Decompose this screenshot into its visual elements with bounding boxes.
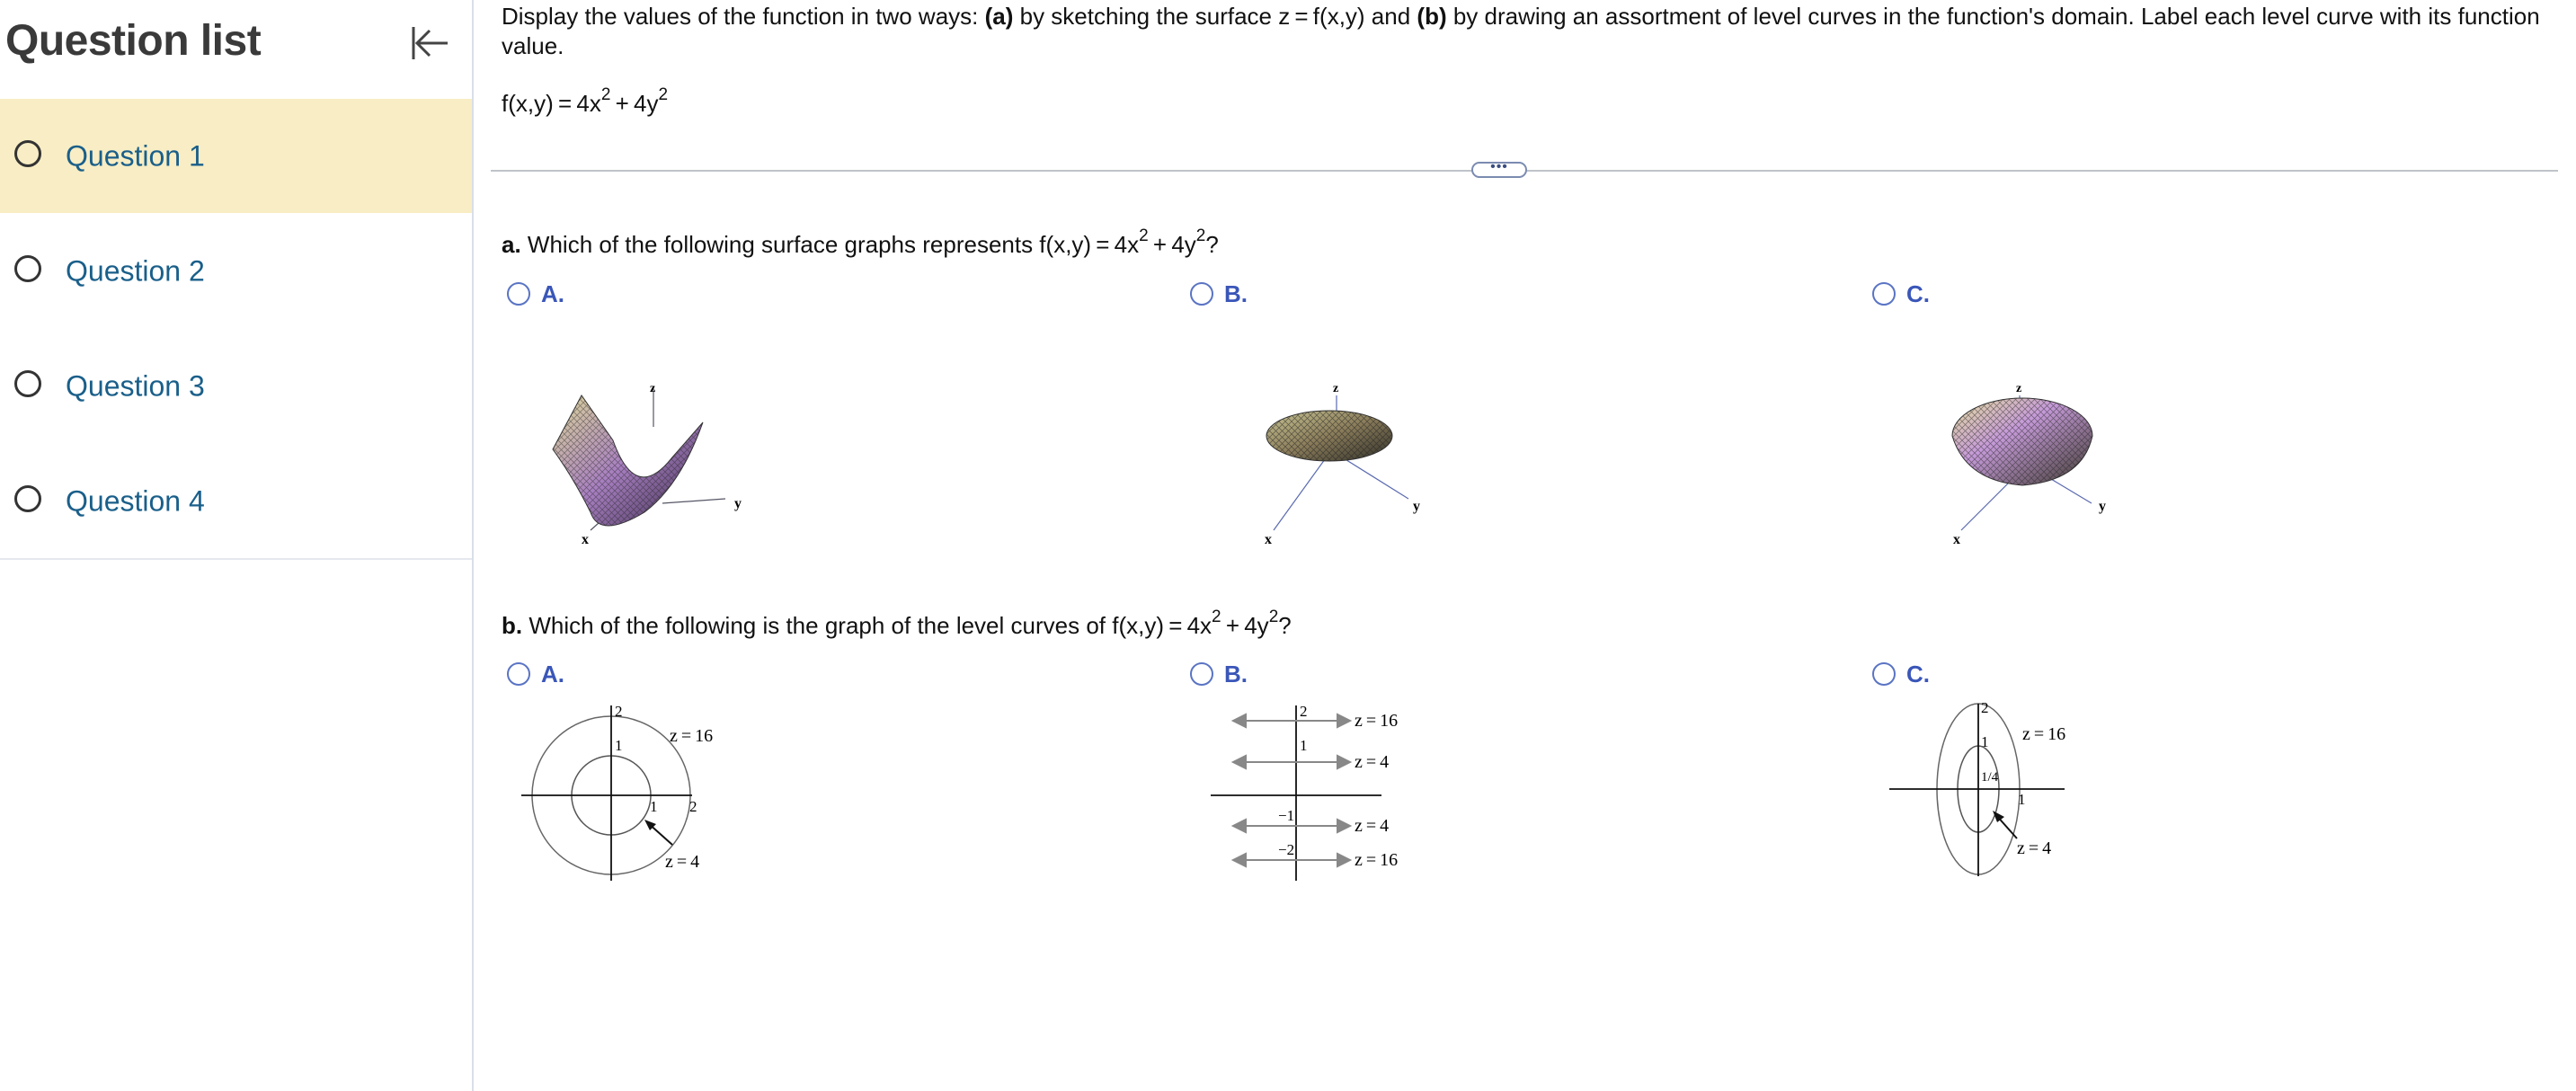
curve-label: z = 16 <box>1355 711 1399 731</box>
question-label: Question 1 <box>66 139 205 172</box>
curve-label-outer: z = 16 <box>2022 724 2066 744</box>
tick-label: 1 <box>615 737 623 754</box>
curve-label: z = 4 <box>1355 816 1390 836</box>
tick-label: 1 <box>1300 737 1308 754</box>
sidebar-divider <box>0 558 472 560</box>
radio-icon <box>14 485 41 512</box>
option-label: B. <box>1224 280 1248 307</box>
axis-label-z: z <box>650 382 656 395</box>
tick-label: 1/4 <box>1981 770 1999 785</box>
option-label: A. <box>541 280 564 307</box>
option-label: A. <box>541 661 564 687</box>
question-label: Question 3 <box>66 369 205 402</box>
axis-label-z: z <box>2016 382 2022 395</box>
question-label: Question 4 <box>66 484 205 517</box>
tick-label: 2 <box>1300 703 1308 720</box>
curve-label-outer: z = 16 <box>670 726 714 746</box>
axis-label-y: y <box>1413 499 1420 514</box>
tick-label: 1 <box>650 798 658 815</box>
problem-function: $f(x,y) = 4x^2 + 4y^2$ <box>502 85 669 117</box>
radio-icon <box>14 255 41 282</box>
surface-graph-a <box>546 377 761 557</box>
radio-icon <box>1872 662 1896 686</box>
radio-icon <box>1190 662 1213 686</box>
surface-graph-b <box>1229 377 1444 557</box>
level-curves-c <box>1889 696 2123 885</box>
option-label: B. <box>1224 661 1248 687</box>
sidebar-title: Question list <box>5 17 262 65</box>
radio-icon <box>507 662 530 686</box>
part-b-question: b. Which of the following is the graph of the level curves of $f(x,y) = 4x^2 + 4y^2$? <box>502 608 1292 639</box>
curve-label: z = 16 <box>1355 850 1399 870</box>
surface-graph-c <box>1912 377 2127 557</box>
problem-instructions-cont: value. <box>502 32 564 59</box>
collapse-left-icon <box>404 18 455 68</box>
radio-icon <box>14 370 41 397</box>
sidebar-item-question-1[interactable] <box>0 99 472 213</box>
curve-label-inner: z = 4 <box>665 852 700 872</box>
sidebar-item-question-4[interactable] <box>0 444 472 558</box>
level-curves-b <box>1206 696 1440 885</box>
question-list-sidebar <box>0 0 474 1091</box>
level-curves-a <box>521 696 755 885</box>
option-label: C. <box>1906 661 1930 687</box>
sidebar-item-question-2[interactable] <box>0 214 472 328</box>
option-label: C. <box>1906 280 1930 307</box>
radio-icon <box>507 282 530 306</box>
part-a-question: a. Which of the following surface graphs represents $f(x,y) = 4x^2 + 4y^2$? <box>502 226 1219 258</box>
tick-label: −1 <box>1278 807 1295 824</box>
more-options-button[interactable]: ••• <box>1471 162 1527 178</box>
axis-label-z: z <box>1333 382 1339 395</box>
radio-icon <box>14 140 41 167</box>
tick-label: 2 <box>615 703 623 720</box>
problem-instructions: Display the values of the function in two ways: (a) by sketching the surface z = f(x,y) and (b) by drawing an assortment of level curves in the function's domain. Label each level curve with its function <box>502 3 2540 30</box>
tick-label: 2 <box>1981 699 1989 716</box>
axis-label-x: x <box>582 532 589 547</box>
tick-label: 1 <box>1981 733 1989 750</box>
radio-icon <box>1872 282 1896 306</box>
tick-label: −2 <box>1278 841 1295 858</box>
question-label: Question 2 <box>66 254 205 287</box>
question-content <box>474 0 2576 1091</box>
axis-label-x: x <box>1265 532 1272 547</box>
axis-label-y: y <box>2099 499 2106 514</box>
tick-label: 2 <box>689 798 697 815</box>
radio-icon <box>1190 282 1213 306</box>
tick-label: 1 <box>2018 791 2026 808</box>
curve-label-inner: z = 4 <box>2017 838 2052 858</box>
sidebar-item-question-3[interactable] <box>0 329 472 443</box>
collapse-sidebar-button[interactable] <box>404 18 455 68</box>
curve-label: z = 4 <box>1355 752 1390 772</box>
axis-label-x: x <box>1953 532 1960 547</box>
axis-label-y: y <box>734 496 742 511</box>
